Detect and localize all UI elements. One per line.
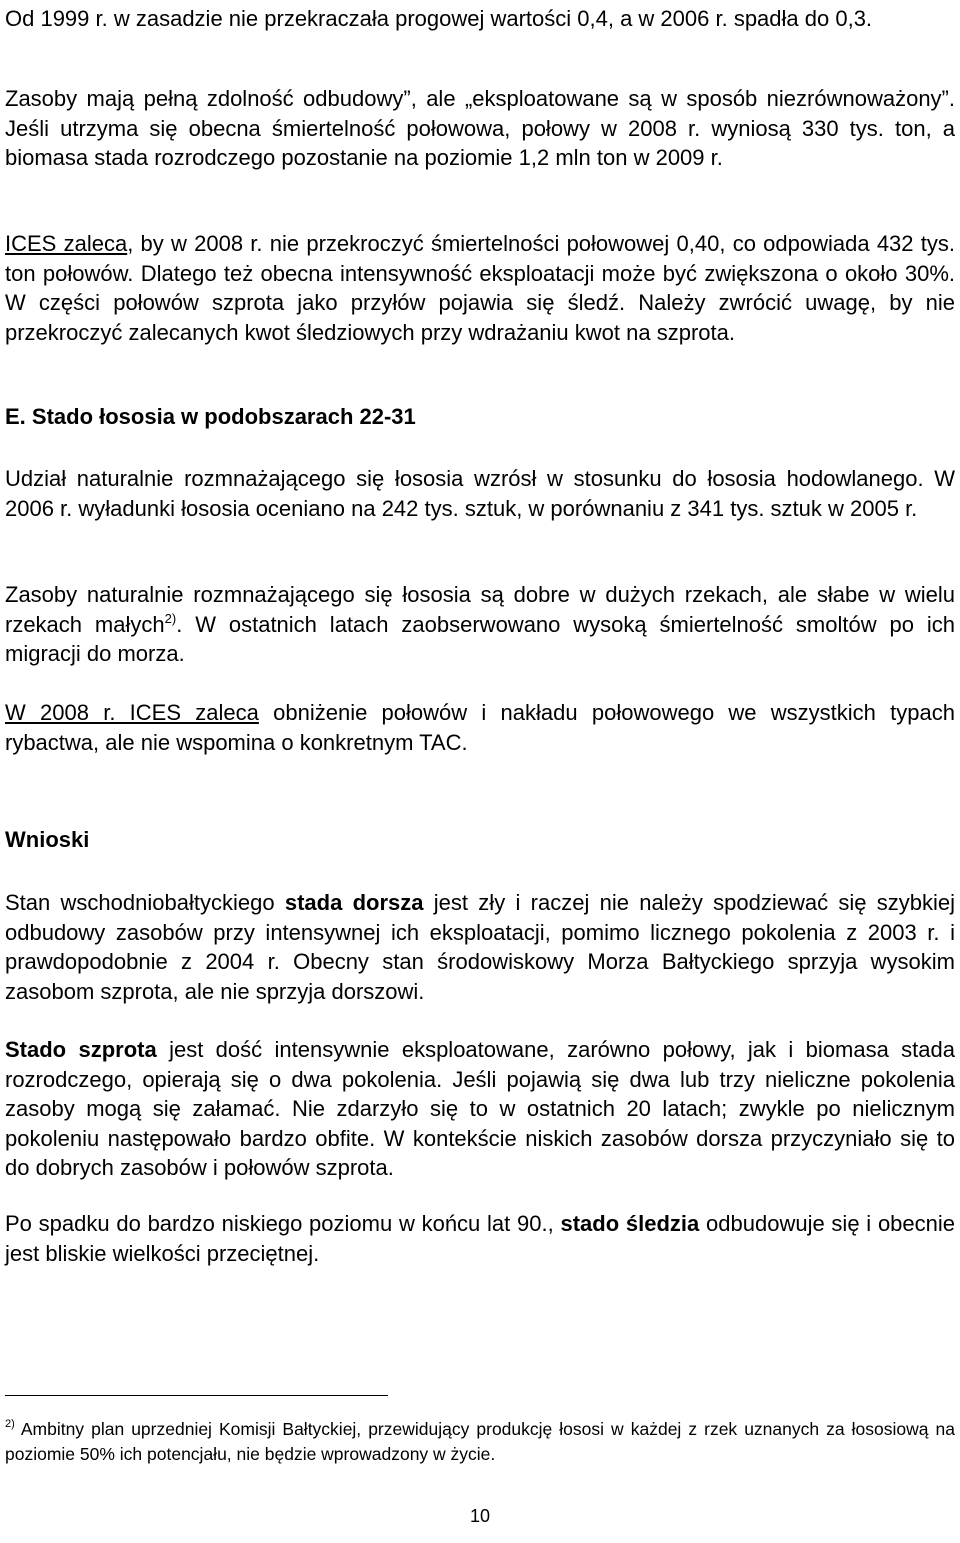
footnote [5, 1417, 955, 1467]
paragraph-text: odbudowuje się i obecnie jest bliskie wielkości przeciętnej. [5, 1211, 956, 1266]
paragraph-sprat-stock [5, 84, 955, 173]
paragraph-ices-salmon-advice [5, 698, 955, 757]
paragraph-text: jest zły i raczej nie należy spodziewać się szybkiej odbudowy zasobów przy intensywnej ich eksploatacji, pomimo licznego pokolenia z 2003 r. i prawdopodobnie z 2004 r. Obecny stan środowiskowy Morza Bałtyckiego sprzyja wysokim zasobom szprota, ale nie sprzyja dorszowi. [5, 890, 956, 1004]
paragraph-text: obniżenie połowów i nakładu połowowego we wszystkich typach rybactwa, ale nie wspomina o konkretnym TAC. [5, 700, 955, 755]
paragraph-text: jest dość intensywnie eksploatowane, zarówno połowy, jak i biomasa stada rozrodczego, opierają się o dwa pokolenia. Jeśli pojawią się dwa lub trzy nieliczne pokolenia zasoby mogą się załamać. Nie zdarzyło się to w ostatnich 20 latach; zwykle po nielicznym pokoleniu następowało bardzo obfite. W kontekście niskich zasobów dorsza przyczyniało się to do dobrych zasobów i połowów szprota. [5, 1037, 955, 1180]
paragraph-text: Zasoby mają pełną zdolność odbudowy”, ale „eksploatowane są w sposób niezrównoważony”. Jeśli utrzyma się obecna śmiertelność połowowa, połowy w 2008 r. wyniosą 330 tys. ton, a biomasa stada rozrodczego pozostanie na poziomie 1,2 mln ton w 2009 r. [5, 86, 955, 170]
ices-advice-link: ICES zaleca [5, 231, 128, 256]
bold-term: Stado szprota [5, 1037, 157, 1062]
paragraph-cod-conclusion [5, 888, 955, 1006]
section-heading-salmon: E. Stado łososia w podobszarach 22-31 [5, 404, 416, 429]
paragraph-salmon-rivers [5, 580, 955, 669]
paragraph-text: Po spadku do bardzo niskiego poziomu w końcu lat 90., [5, 1211, 561, 1236]
footnote-marker: 2) [5, 1418, 15, 1430]
footnote-reference: 2) [164, 610, 177, 626]
paragraph-cod-mortality [5, 4, 955, 34]
ices-advice-link: W 2008 r. ICES zaleca [5, 700, 259, 725]
paragraph-text: Od 1999 r. w zasadzie nie przekraczała progowej wartości 0,4, a w 2006 r. spadła do 0,3. [5, 6, 873, 31]
paragraph-text: Stan wschodniobałtyckiego [5, 890, 285, 915]
paragraph-salmon-landings [5, 464, 955, 523]
section-heading-conclusions: Wnioski [5, 827, 90, 852]
paragraph-text: , by w 2008 r. nie przekroczyć śmiertelności połowowej 0,40, co odpowiada 432 tys. ton połowów. Dlatego też obecna intensywność eksploatacji może być zwiększona o około 30%. W części połowów szprota jako przyłów pojawia się śledź. Należy zwrócić uwagę, by nie przekroczyć zalecanych kwot śledziowych przy wdrażaniu kwot na szprota. [5, 231, 955, 345]
paragraph-herring-conclusion [5, 1209, 955, 1268]
bold-term: stada dorsza [284, 890, 424, 915]
paragraph-ices-sprat-advice [5, 229, 955, 347]
page-number: 10 [469, 1506, 491, 1526]
paragraph-text: Udział naturalnie rozmnażającego się łososia wzrósł w stosunku do łososia hodowlanego. W 2006 r. wyładunki łososia oceniano na 242 tys. sztuk, w porównaniu z 341 tys. sztuk w 2005 r. [5, 466, 955, 521]
paragraph-text: Zasoby naturalnie rozmnażającego się łososia są dobre w dużych rzekach, ale słabe w wielu rzekach małych [5, 582, 955, 637]
footnote-text: Ambitny plan uprzedniej Komisji Bałtyckiej, przewidujący produkcję łososi w każdej z rzek uznanych za łososiową na poziomie 50% ich potencjału, nie będzie wprowadzony w życie. [5, 1419, 955, 1464]
paragraph-sprat-conclusion [5, 1035, 955, 1183]
bold-term: stado śledzia [560, 1211, 700, 1236]
footnote-divider [5, 1395, 388, 1396]
paragraph-text: . W ostatnich latach zaobserwowano wysoką śmiertelność smoltów po ich migracji do morza. [5, 611, 955, 666]
